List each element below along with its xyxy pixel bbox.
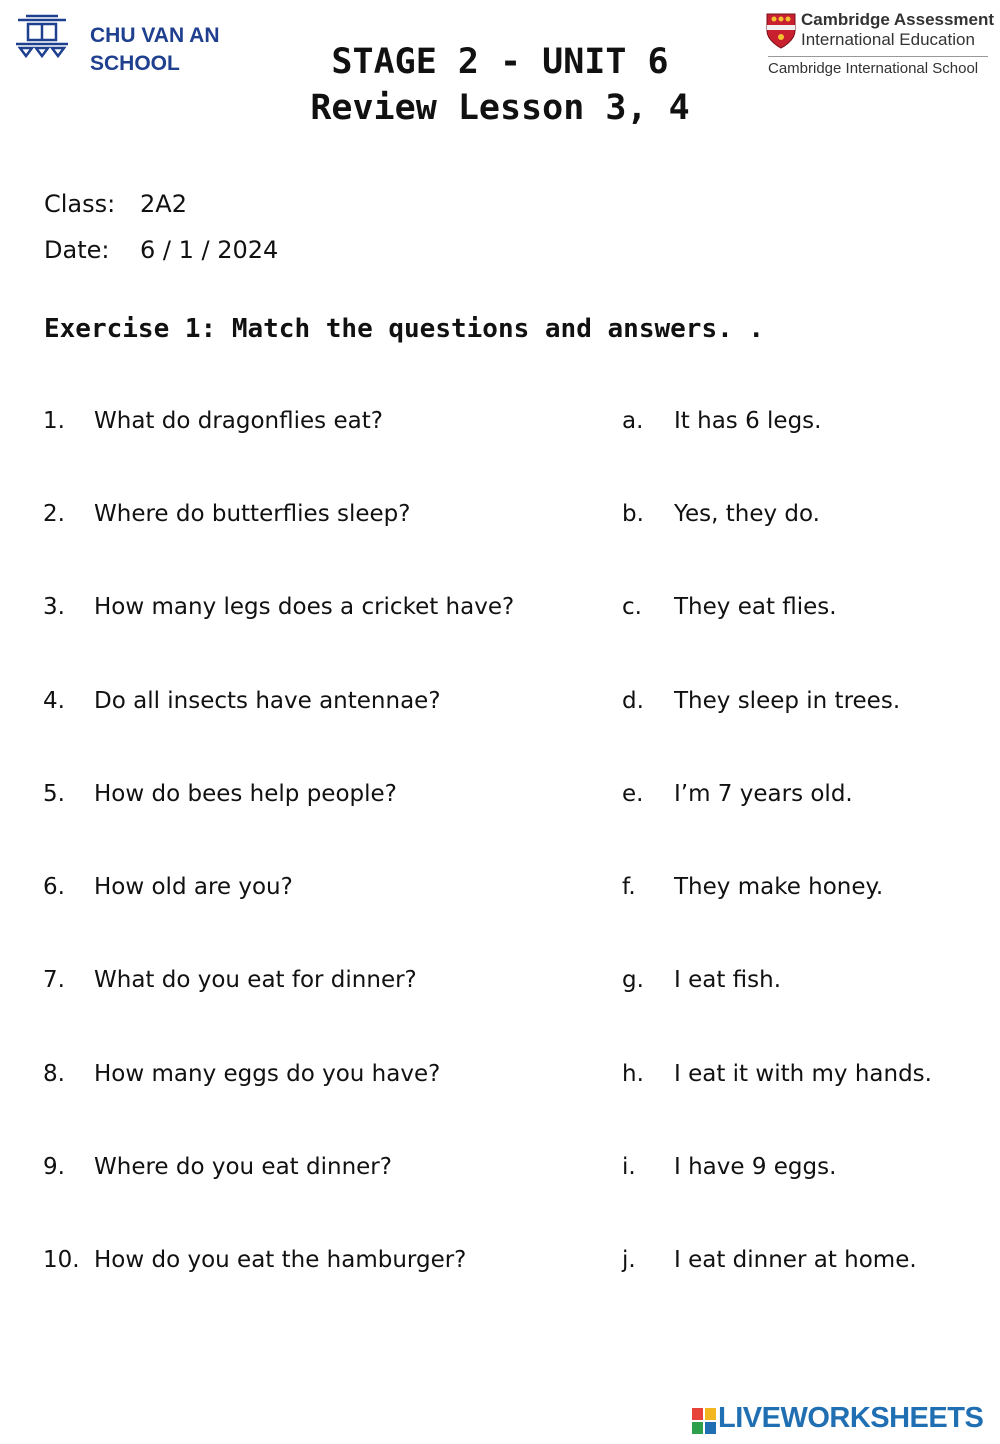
question-text: What do you eat for dinner? [94, 967, 417, 993]
cambridge-logo [766, 10, 995, 82]
page-title: STAGE 2 - UNIT 6 [331, 42, 669, 82]
match-row [0, 1061, 1000, 1093]
cambridge-shield-icon [766, 13, 796, 49]
match-row [0, 874, 1000, 906]
cambridge-divider [768, 56, 988, 57]
class-value: 2A2 [140, 190, 187, 218]
date-line [44, 236, 278, 264]
answer-text: I eat dinner at home. [674, 1247, 917, 1273]
match-row [0, 1247, 1000, 1279]
match-row [0, 688, 1000, 720]
match-row [0, 408, 1000, 440]
question-number: 3. [43, 594, 65, 620]
date-label: Date: [44, 236, 110, 264]
question-number: 10. [43, 1247, 80, 1273]
question-text: Where do butterflies sleep? [94, 501, 411, 527]
answer-text: They eat flies. [674, 594, 837, 620]
question-text: How do bees help people? [94, 781, 397, 807]
answer-text: They make honey. [674, 874, 884, 900]
question-text: How many legs does a cricket have? [94, 594, 515, 620]
question-number: 2. [43, 501, 65, 527]
question-number: 1. [43, 408, 65, 434]
question-number: 9. [43, 1154, 65, 1180]
question-text: Where do you eat dinner? [94, 1154, 392, 1180]
question-number: 8. [43, 1061, 65, 1087]
answer-letter: c. [622, 594, 642, 620]
match-row [0, 501, 1000, 533]
answer-text: It has 6 legs. [674, 408, 822, 434]
question-number: 7. [43, 967, 65, 993]
question-text: What do dragonflies eat? [94, 408, 383, 434]
match-row [0, 594, 1000, 626]
question-text: How do you eat the hamburger? [94, 1247, 467, 1273]
answer-text: I eat fish. [674, 967, 782, 993]
question-text: How old are you? [94, 874, 293, 900]
date-value: 6 / 1 / 2024 [140, 236, 279, 264]
answer-text: They sleep in trees. [674, 688, 901, 714]
answer-text: I have 9 eggs. [674, 1154, 837, 1180]
match-row [0, 967, 1000, 999]
cambridge-name-line2: International Education [801, 30, 975, 49]
match-row [0, 1154, 1000, 1186]
class-line [44, 190, 187, 218]
exercise-title: Exercise 1: Match the questions and answers. . [44, 314, 765, 344]
answer-text: I eat it with my hands. [674, 1061, 932, 1087]
question-text: How many eggs do you have? [94, 1061, 441, 1087]
answer-letter: g. [622, 967, 644, 993]
question-number: 6. [43, 874, 65, 900]
class-label: Class: [44, 190, 116, 218]
answer-letter: f. [622, 874, 636, 900]
answer-text: Yes, they do. [674, 501, 820, 527]
liveworksheets-badge-icon [692, 1408, 716, 1434]
answer-letter: h. [622, 1061, 644, 1087]
liveworksheets-brand: LIVEWORKSHEETS [718, 1402, 984, 1434]
answer-letter: e. [622, 781, 644, 807]
question-number: 4. [43, 688, 65, 714]
page-subtitle: Review Lesson 3, 4 [310, 88, 690, 128]
answer-letter: a. [622, 408, 644, 434]
cambridge-school-label: Cambridge International School [768, 60, 979, 77]
question-number: 5. [43, 781, 65, 807]
match-row [0, 781, 1000, 813]
answer-letter: j. [622, 1247, 636, 1273]
answer-letter: i. [622, 1154, 636, 1180]
answer-letter: d. [622, 688, 644, 714]
question-text: Do all insects have antennae? [94, 688, 441, 714]
school-name: CHU VAN AN SCHOOL [90, 24, 220, 75]
cambridge-name-line1: Cambridge Assessment [801, 10, 995, 29]
answer-letter: b. [622, 501, 644, 527]
answer-text: I’m 7 years old. [674, 781, 853, 807]
